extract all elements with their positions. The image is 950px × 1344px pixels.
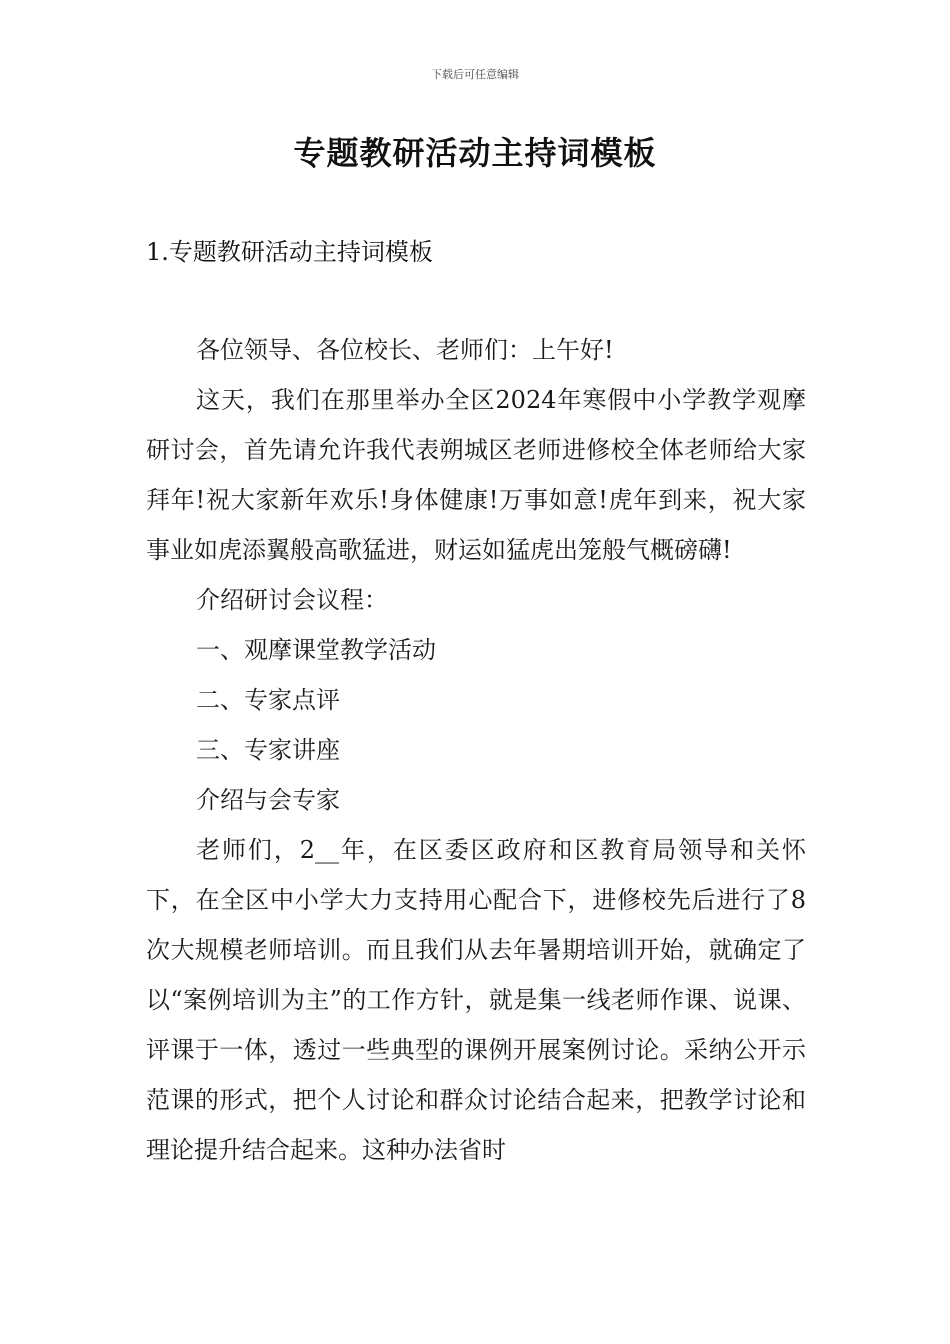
paragraph-opening: 这天，我们在那里举办全区2024年寒假中小学教学观摩研讨会，首先请允许我代表朔城区老师进修校全体老师给大家拜年!祝大家新年欢乐!身体健康!万事如意!虎年到来，祝大家事业如虎添翼般高歌猛进，财运如猛虎出笼般气概磅礴!	[146, 386, 806, 564]
body-text	[146, 325, 806, 1175]
document-title: 专题教研活动主持词模板	[293, 134, 657, 172]
header-note: 下载后可任意编辑	[431, 68, 519, 81]
agenda-item-1: 一、观摩课堂教学活动	[196, 636, 436, 664]
section-heading: 1.专题教研活动主持词模板	[146, 238, 433, 266]
paragraph-experts-intro: 介绍与会专家	[196, 786, 340, 814]
paragraph-greeting: 各位领导、各位校长、老师们：上午好!	[196, 336, 614, 364]
paragraph-agenda-intro: 介绍研讨会议程：	[196, 586, 388, 614]
agenda-item-3: 三、专家讲座	[196, 736, 340, 764]
paragraph-training-review: 老师们，2__年，在区委区政府和区教育局领导和关怀下，在全区中小学大力支持用心配合下，进修校先后进行了8次大规模老师培训。而且我们从去年暑期培训开始，就确定了以“案例培训为主”的工作方针，就是集一线老师作课、说课、评课于一体，透过一些典型的课例开展案例讨论。采纳公开示范课的形式，把个人讨论和群众讨论结合起来，把教学讨论和理论提升结合起来。这种办法省时	[146, 836, 806, 1164]
agenda-item-2: 二、专家点评	[196, 686, 340, 714]
